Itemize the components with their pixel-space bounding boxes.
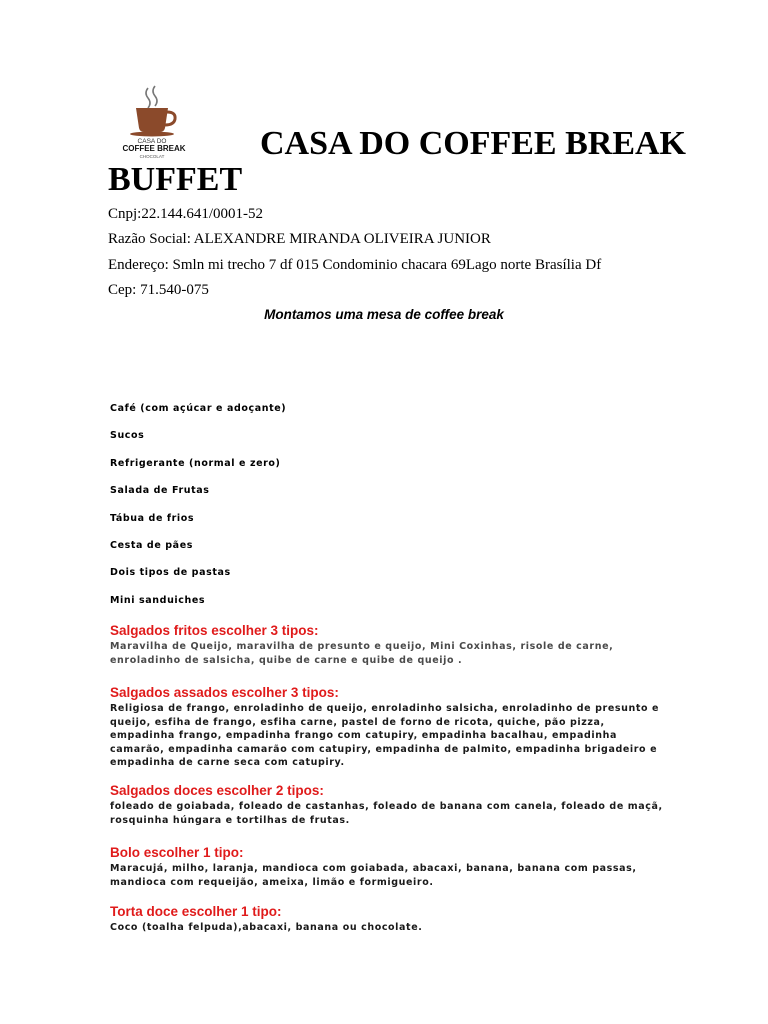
section-heading: Salgados doces escolher 2 tipos: <box>110 783 324 798</box>
menu-list <box>110 400 286 619</box>
logo-text-bottom: CHOCOLAT <box>139 154 165 159</box>
section-heading: Salgados fritos escolher 3 tipos: <box>110 623 319 638</box>
document-title-continued: BUFFET <box>108 161 243 198</box>
section-text: Maracujá, milho, laranja, mandioca com goiabada, abacaxi, banana, banana com passas, mandioca com requeijão, ameixa, limão e formigueiro. <box>110 863 637 888</box>
section-bolo <box>110 844 670 889</box>
endereco-line: Endereço: Smln mi trecho 7 df 015 Condominio chacara 69Lago norte Brasília Df <box>108 257 602 273</box>
section-salgados-assados <box>110 684 670 770</box>
menu-item: Café (com açúcar e adoçante) <box>110 403 287 414</box>
razao-social-line: Razão Social: ALEXANDRE MIRANDA OLIVEIRA JUNIOR <box>108 231 491 247</box>
menu-item: Sucos <box>110 430 145 442</box>
menu-item: Salada de Frutas <box>110 485 210 497</box>
section-torta-doce <box>110 903 670 935</box>
menu-item: Tábua de frios <box>110 512 195 524</box>
section-salgados-doces <box>110 782 670 827</box>
cnpj-line: Cnpj:22.144.641/0001-52 <box>108 206 264 222</box>
section-text: Religiosa de frango, enroladinho de queijo, enroladinho salsicha, enroladinho de presunto e queijo, esfiha de frango, esfiha carne, pastel de forno de ricota, quiche, pão pizza, empadinha frango, empadinha frango com catupiry, empadinha bacalhau, empadinha camarão, empadinha camarão com catupiry, empadinha de palmito, empadinha brigadeiro e empadinha de carne seca com catupiry. <box>110 703 660 768</box>
logo-text-main: COFFEE BREAK <box>122 144 186 153</box>
logo-text-top: CASA DO <box>137 138 167 145</box>
section-heading: Bolo escolher 1 tipo: <box>110 845 244 860</box>
section-salgados-fritos <box>110 622 670 667</box>
menu-item: Refrigerante (normal e zero) <box>110 457 281 469</box>
subtitle: Montamos uma mesa de coffee break <box>264 307 504 322</box>
coffee-cup-logo <box>112 84 202 160</box>
menu-item: Dois tipos de pastas <box>110 567 231 579</box>
document-title: CASA DO COFFEE BREAK <box>260 125 686 162</box>
section-text: Coco (toalha felpuda),abacaxi, banana ou chocolate. <box>110 922 423 933</box>
section-text: foleado de goiabada, foleado de castanhas, foleado de banana com canela, foleado de maçã, rosquinha húngara e tortilhas de frutas. <box>110 801 663 826</box>
menu-item: Mini sanduiches <box>110 594 206 606</box>
cep-line: Cep: 71.540-075 <box>108 282 209 298</box>
section-heading: Torta doce escolher 1 tipo: <box>110 904 282 919</box>
menu-item: Cesta de pães <box>110 539 193 551</box>
section-heading: Salgados assados escolher 3 tipos: <box>110 685 339 700</box>
section-text: Maravilha de Queijo, maravilha de presunto e queijo, Mini Coxinhas, risole de carne, enroladinho de salsicha, quibe de carne e quibe de queijo . <box>110 641 614 666</box>
